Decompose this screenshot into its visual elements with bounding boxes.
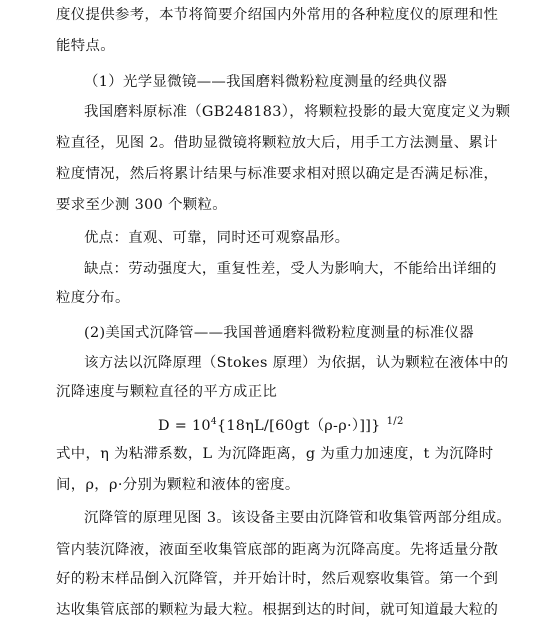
paragraph-line: 粒度情况，然后将累计结果与标准要求相对照以确定是否满足标准， [56, 166, 499, 182]
paragraph-line: 间，ρ，ρ·分别为颗粒和液体的密度。 [56, 477, 300, 493]
formula-exponent: 1/2 [386, 415, 404, 427]
formula-prefix: D = 10 [158, 417, 211, 434]
paragraph-line: 该方法以沉降原理（Stokes 原理）为依据，认为颗粒在液体中的 [84, 355, 509, 371]
stokes-formula [158, 412, 404, 438]
paragraph-line: 管内装沉降液，液面至收集管底部的距离为沉降高度。先将适量分散 [56, 542, 499, 558]
paragraph-line: 达收集管底部的颗粒为最大粒。根据到达的时间，就可知道最大粒的 [56, 602, 499, 618]
advantages-line: 优点：直观、可靠，同时还可观察晶形。 [84, 230, 350, 246]
paragraph-line: 度仪提供参考，本节将简要介绍国内外常用的各种粒度仪的原理和性 [56, 7, 499, 23]
paragraph-line: 能特点。 [56, 38, 115, 54]
paragraph-line: 要求至少测 300 个颗粒。 [56, 197, 228, 213]
disadvantages-line: 缺点：劳动强度大，重复性差，受人为影响大，不能给出详细的 [84, 261, 497, 277]
paragraph-line: 沉降速度与颗粒直径的平方成正比 [56, 384, 278, 400]
paragraph-line: 好的粉末样品倒入沉降管，并开始计时，然后观察收集管。第一个到 [56, 571, 499, 587]
paragraph-line: 我国磨料原标准（GB248183），将颗粒投影的最大宽度定义为颗 [84, 104, 511, 120]
formula-power: 4 [210, 417, 217, 427]
paragraph-line: 沉降管的原理见图 3。该设备主要由沉降管和收集管两部分组成。 [84, 510, 512, 526]
formula-body: {18ηL/[60gt（ρ-ρ·）]]} [216, 417, 381, 434]
section-heading-sedimentation-tube: (2)美国式沉降管——我国普通磨料微粉粒度测量的标准仪器 [84, 325, 474, 341]
paragraph-line: 式中，η 为粘滞系数，L 为沉降距离，g 为重力加速度，t 为沉降时 [56, 446, 494, 462]
section-heading-optical-microscope: （1）光学显微镜——我国磨料微粉粒度测量的经典仪器 [84, 74, 448, 90]
paragraph-line: 粒度分布。 [56, 290, 130, 306]
paragraph-line: 粒直径，见图 2。借助显微镜将颗粒放大后，用手工方法测量、累计 [56, 135, 498, 151]
